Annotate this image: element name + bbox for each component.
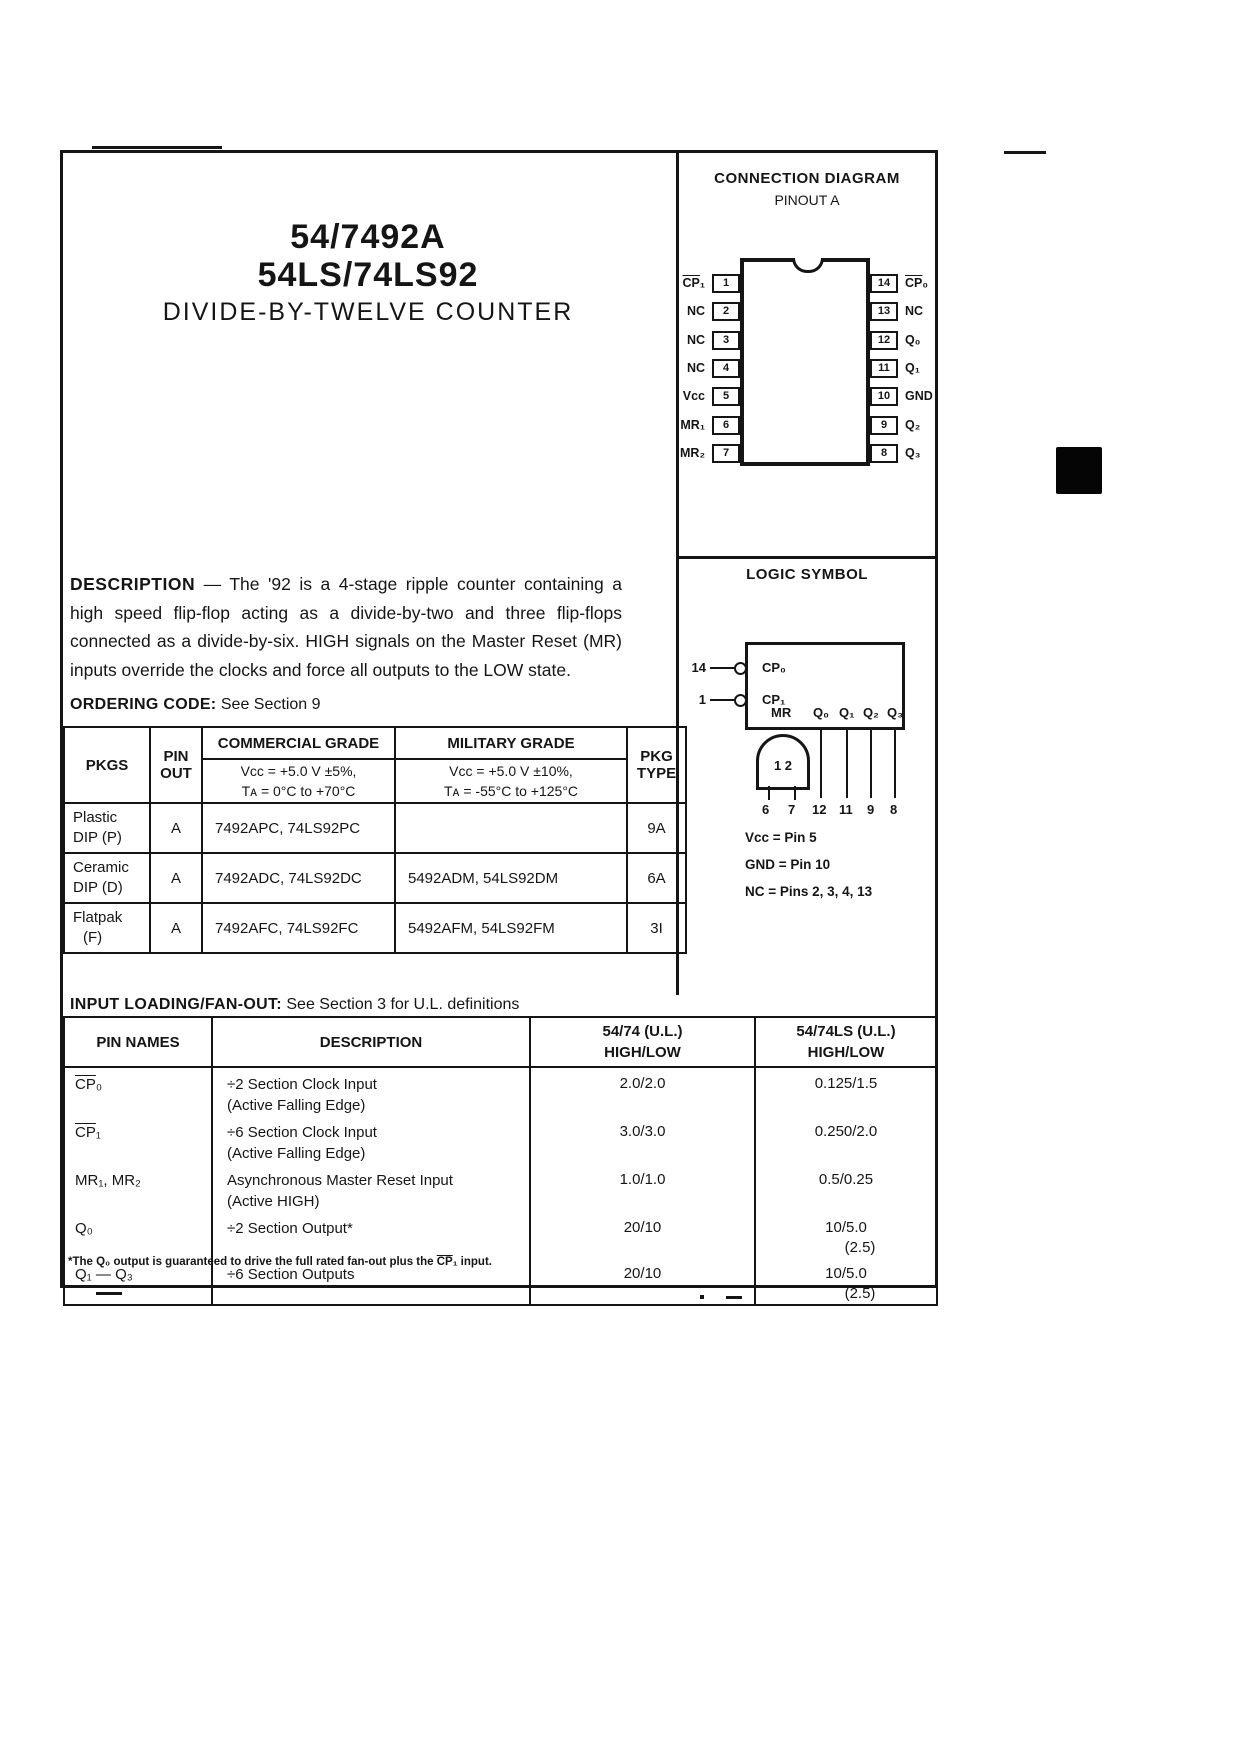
fanout-5474-line2: HIGH/LOW <box>604 1044 681 1061</box>
pin-8-label: Q₃ <box>905 446 921 460</box>
military-codes: 5492ADM, 54LS92DM <box>395 853 627 903</box>
ordering-header-pin: PIN <box>163 748 189 765</box>
dip-pin-13 <box>870 302 990 320</box>
output-stem-q3 <box>894 727 896 798</box>
fanout-row-cp0 <box>64 1067 937 1116</box>
page-title: DIVIDE-BY-TWELVE COUNTER <box>162 298 574 326</box>
ordering-commercial-conditions <box>202 759 395 803</box>
ordering-military-conditions <box>395 759 627 803</box>
ls-line1: 0.250/2.0 <box>814 1123 878 1140</box>
ul-5474-value: 1.0/1.0 <box>530 1164 755 1212</box>
footnote-text-end: ₁ input. <box>452 1256 492 1268</box>
logic-mr-label: MR <box>771 705 792 720</box>
page-edge-section-tab <box>1056 447 1102 494</box>
fanout-heading <box>70 996 519 1014</box>
logic-cp1-label: CP₁ <box>762 692 786 707</box>
desc-line2: (Active HIGH) <box>227 1193 320 1210</box>
gate-pin-7: 7 <box>788 802 796 817</box>
pin-2-number-box: 2 <box>712 302 740 321</box>
dip-pin-7 <box>630 444 740 462</box>
pkg-type: 9A <box>627 803 686 853</box>
fanout-5474ls-line2: HIGH/LOW <box>807 1044 885 1061</box>
logic-q3-label: Q₃ <box>887 705 904 720</box>
pin-4-number-box: 4 <box>712 359 740 378</box>
ul-5474ls-value <box>755 1212 937 1258</box>
ul-5474-value: 3.0/3.0 <box>530 1116 755 1164</box>
commercial-codes: 7492AFC, 74LS92FC <box>202 903 395 953</box>
pin-description <box>212 1212 530 1258</box>
mr-gate-inputs: 1 2 <box>773 758 793 773</box>
ul-5474ls-value <box>755 1258 937 1305</box>
fanout-5474ls-line1: 54/74LS (U.L.) <box>796 1023 896 1040</box>
fanout-5474-line1: 54/74 (U.L.) <box>602 1023 683 1040</box>
commercial-ta: Tᴀ = 0°C to +70°C <box>241 783 356 799</box>
ordering-table <box>63 726 687 954</box>
desc-line1: ÷2 Section Output* <box>227 1220 353 1237</box>
logic-input-wire <box>710 699 735 701</box>
dip-pin-11 <box>870 359 990 377</box>
pkg-line2: DIP (D) <box>73 879 123 896</box>
ls-line1: 0.125/1.5 <box>814 1075 878 1092</box>
ordering-header-military: MILITARY GRADE <box>395 727 627 759</box>
ordering-header-out: OUT <box>160 765 192 782</box>
ls-line1: 10/5.0 <box>825 1265 867 1282</box>
ordering-header-type: TYPE <box>636 765 677 782</box>
dip-pin-6 <box>630 416 740 434</box>
pinout-code: A <box>150 853 202 903</box>
logic-q0-label: Q₀ <box>813 705 829 720</box>
ul-5474-value: 20/10 <box>530 1212 755 1258</box>
gate-pin-6: 6 <box>762 802 770 817</box>
out-pin-8: 8 <box>890 802 898 817</box>
out-pin-12: 12 <box>812 802 827 817</box>
pin-10-label: GND <box>905 389 933 403</box>
pkg-name <box>64 903 150 953</box>
pin-name: $\overline{CP}_0$ <box>64 1067 212 1116</box>
desc-line1: ÷6 Section Outputs <box>227 1266 355 1283</box>
pin-name: Q₀ <box>64 1212 212 1258</box>
ul-5474-value: 20/10 <box>530 1258 755 1305</box>
pin-5-number-box: 5 <box>712 387 740 406</box>
ul-5474-value: 2.0/2.0 <box>530 1067 755 1116</box>
dip-pin-4 <box>630 359 740 377</box>
description-label: DESCRIPTION <box>70 574 196 594</box>
ordering-row-ceramic <box>64 853 686 903</box>
desc-line2: (Active Falling Edge) <box>227 1097 366 1114</box>
ordering-code-ref: See Section 9 <box>216 696 321 713</box>
dip-pin-3 <box>630 331 740 349</box>
ordering-header-commercial: COMMERCIAL GRADE <box>202 727 395 759</box>
pin-2-label: NC <box>686 304 705 318</box>
footnote-cp-bar: $\overline{CP}$ <box>436 1256 453 1268</box>
pin-8-number-box: 8 <box>870 444 898 463</box>
description-text: — The '92 is a 4-stage ripple counter containing a high speed flip-flop acting as a divide-by-two and three flip-flops connected as a divide-by-six. HIGH signals on the Master Reset (MR) inputs override the clocks and force all outputs to the LOW state. <box>70 574 622 680</box>
output-stem-q0 <box>820 727 822 798</box>
pin-14-number-box: 14 <box>870 274 898 293</box>
pin-7-number-box: 7 <box>712 444 740 463</box>
pin-11-number-box: 11 <box>870 359 898 378</box>
ordering-header-pkg-type <box>627 727 686 803</box>
ls-line2: (2.5) <box>844 1285 876 1302</box>
gate-stem <box>768 786 770 800</box>
pin-name: MR₁, MR₂ <box>64 1164 212 1212</box>
pkg-line2: DIP (P) <box>73 829 122 846</box>
pkg-name <box>64 853 150 903</box>
dip-package-body <box>740 258 870 466</box>
fanout-header-pin-names: PIN NAMES <box>64 1017 212 1067</box>
military-ta: Tᴀ = -55°C to +125°C <box>443 783 579 799</box>
pin-1-number-box: 1 <box>712 274 740 293</box>
pkg-name <box>64 803 150 853</box>
pkg-line1: Ceramic <box>73 859 129 876</box>
logic-input-pin-1: 1 <box>698 692 706 707</box>
pin-9-label: Q₂ <box>905 418 921 432</box>
out-pin-11: 11 <box>839 802 853 817</box>
pin-3-number-box: 3 <box>712 331 740 350</box>
pkg-line1: Flatpak <box>73 909 123 926</box>
fanout-row-mr <box>64 1164 937 1212</box>
scan-artifact <box>92 146 222 149</box>
pin-4-label: NC <box>686 361 705 375</box>
output-stem-q1 <box>846 727 848 798</box>
ul-5474ls-value <box>755 1067 937 1116</box>
fanout-heading-ref: See Section 3 for U.L. definitions <box>281 996 520 1013</box>
pin-5-label: Vᴄᴄ <box>682 389 705 403</box>
dip-pin-2 <box>630 302 740 320</box>
ordering-code-heading <box>70 696 321 714</box>
commercial-codes: 7492APC, 74LS92PC <box>202 803 395 853</box>
scan-artifact <box>1004 151 1046 154</box>
dip-pin-9 <box>870 416 990 434</box>
commercial-codes: 7492ADC, 74LS92DC <box>202 853 395 903</box>
pinout-a-subtitle: PINOUT A <box>774 192 840 208</box>
pinout-code: A <box>150 803 202 853</box>
dip-pin-8 <box>870 444 990 462</box>
dip-pin-5 <box>630 387 740 405</box>
logic-cp0-label: CP₀ <box>762 660 786 675</box>
logic-q1-label: Q₁ <box>839 705 855 720</box>
pin-description <box>212 1164 530 1212</box>
gate-stem <box>794 786 796 800</box>
military-vcc: Vᴄᴄ = +5.0 V ±10%, <box>449 763 573 779</box>
pkg-line1: Plastic <box>73 809 118 826</box>
pin-7-label: MR₂ <box>680 446 705 460</box>
commercial-vcc: Vᴄᴄ = +5.0 V ±5%, <box>240 763 357 779</box>
fanout-row-q0 <box>64 1212 937 1258</box>
description-paragraph <box>70 570 622 684</box>
output-stem-q2 <box>870 727 872 798</box>
vcc-note: Vᴄᴄ = Pin 5 <box>745 830 817 845</box>
pin-14-label: $\overline{CP}_0$ <box>905 276 929 290</box>
ls-line1: 10/5.0 <box>825 1219 867 1236</box>
logic-input-wire <box>710 667 735 669</box>
pin-13-label: NC <box>905 304 924 318</box>
ordering-row-plastic <box>64 803 686 853</box>
out-pin-9: 9 <box>867 802 875 817</box>
desc-line1: Asynchronous Master Reset Input <box>227 1172 453 1189</box>
pin-description <box>212 1067 530 1116</box>
pkg-line2: (F) <box>83 929 103 946</box>
logic-q2-label: Q₂ <box>863 705 879 720</box>
dip-pin-10 <box>870 387 990 405</box>
desc-line1: ÷2 Section Clock Input <box>227 1076 377 1093</box>
pin-9-number-box: 9 <box>870 416 898 435</box>
connection-diagram-title: CONNECTION DIAGRAM <box>714 170 900 187</box>
pkg-type: 6A <box>627 853 686 903</box>
pin-11-label: Q₁ <box>905 361 920 375</box>
ordering-header-pinout <box>150 727 202 803</box>
pin-name: $\overline{CP}_1$ <box>64 1116 212 1164</box>
desc-line1: ÷6 Section Clock Input <box>227 1124 377 1141</box>
footnote-text: *The Q₀ output is guaranteed to drive the full rated fan-out plus the <box>68 1256 437 1268</box>
nc-note: NC = Pins 2, 3, 4, 13 <box>745 884 873 899</box>
ordering-code-label: ORDERING CODE: <box>70 696 217 713</box>
dip-pin-12 <box>870 331 990 349</box>
ls-line1: 0.5/0.25 <box>818 1171 874 1188</box>
ordering-header-pkgs: PKGS <box>64 727 150 803</box>
pinout-code: A <box>150 903 202 953</box>
pin-3-label: NC <box>686 333 705 347</box>
ul-5474ls-value <box>755 1164 937 1212</box>
fanout-header-5474ls <box>755 1017 937 1067</box>
military-codes <box>395 803 627 853</box>
gnd-note: GND = Pin 10 <box>745 857 831 872</box>
logic-notes <box>745 824 872 905</box>
logic-symbol-title: LOGIC SYMBOL <box>746 566 868 583</box>
fanout-header-description: DESCRIPTION <box>212 1017 530 1067</box>
footnote <box>68 1256 492 1268</box>
ls-line2: (2.5) <box>844 1239 876 1256</box>
ordering-header-pkg: PKG <box>640 748 673 765</box>
inversion-bubble <box>734 662 747 675</box>
fanout-header-5474 <box>530 1017 755 1067</box>
right-column-divider <box>676 556 938 559</box>
pkg-type: 3I <box>627 903 686 953</box>
part-number-line1: 54/7492A <box>290 218 446 256</box>
pin-1-label: $\overline{CP}_1$ <box>682 276 705 290</box>
pin-13-number-box: 13 <box>870 302 898 321</box>
pin-description <box>212 1116 530 1164</box>
fanout-row-cp1 <box>64 1116 937 1164</box>
military-codes: 5492AFM, 54LS92FM <box>395 903 627 953</box>
logic-input-pin-14: 14 <box>691 660 706 675</box>
pin-name: Q₁ — Q₃ <box>64 1258 212 1305</box>
pin-6-number-box: 6 <box>712 416 740 435</box>
part-number-line2: 54LS/74LS92 <box>257 256 479 294</box>
pin-6-label: MR₁ <box>680 418 705 432</box>
ul-5474ls-value <box>755 1116 937 1164</box>
inversion-bubble <box>734 694 747 707</box>
desc-line2: (Active Falling Edge) <box>227 1145 366 1162</box>
ordering-row-flatpak <box>64 903 686 953</box>
pin-12-label: Q₀ <box>905 333 921 347</box>
fanout-heading-label: INPUT LOADING/FAN-OUT: <box>70 996 282 1013</box>
pin-12-number-box: 12 <box>870 331 898 350</box>
pin-10-number-box: 10 <box>870 387 898 406</box>
dip-pin-14 <box>870 274 990 292</box>
dip-pin-1 <box>630 274 740 292</box>
